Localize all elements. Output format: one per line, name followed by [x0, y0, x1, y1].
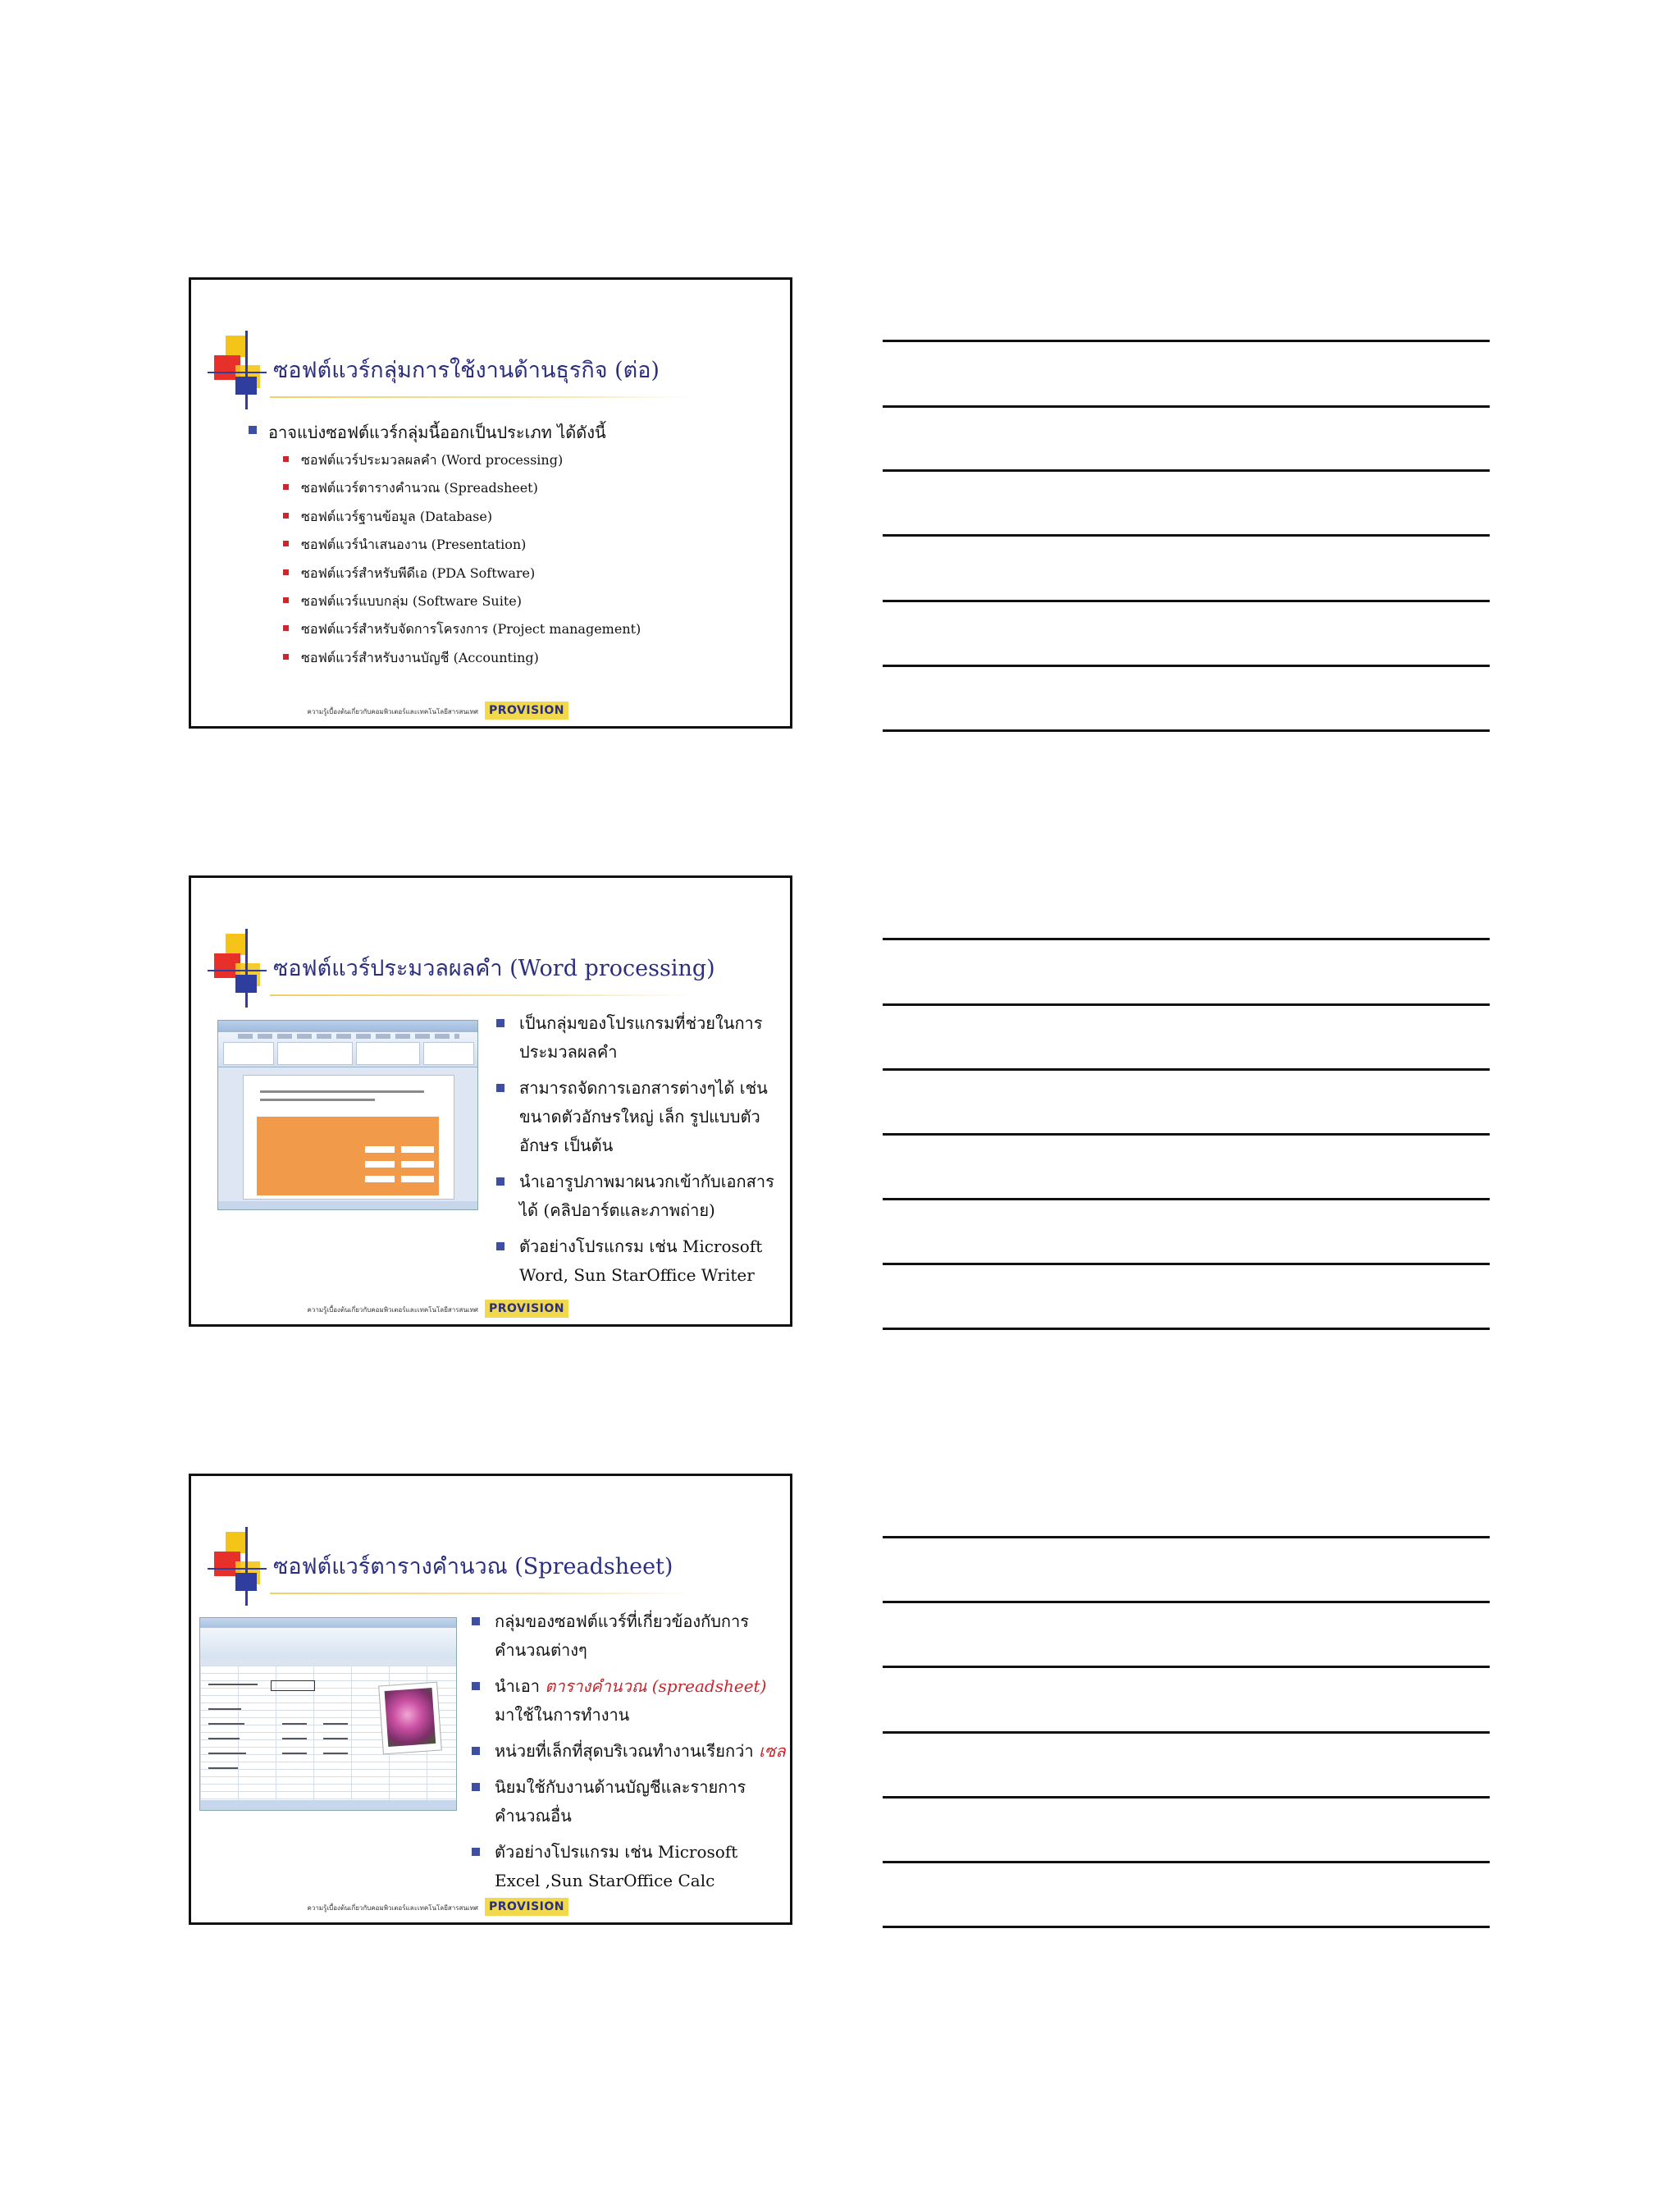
list-item: กลุ่มของซอฟต์แวร์ที่เกี่ยวข้องกับการคำนวณต่างๆ [470, 1607, 782, 1665]
note-line [883, 1861, 1490, 1863]
list-item: นำเอา ตารางคำนวณ (spreadsheet) มาใช้ในการทำงาน [470, 1672, 782, 1730]
slide-footer [191, 702, 790, 721]
slide-3 [189, 1474, 792, 1925]
list-item: ซอฟต์แวร์สำหรับพีดีเอ (PDA Software) [283, 564, 641, 592]
slide-title: ซอฟต์แวร์ประมวลผลคำ (Word processing) [273, 956, 715, 981]
list-item: ซอฟต์แวร์นำเสนองาน (Presentation) [283, 535, 641, 563]
note-line [883, 1666, 1490, 1668]
note-line [883, 534, 1490, 537]
slide-footer [191, 1898, 790, 1917]
list-item: เป็นกลุ่มของโปรแกรมที่ช่วยในการประมวลผลคำ [495, 1009, 782, 1067]
bullet-square-icon [472, 1617, 480, 1625]
intro-text: อาจแบ่งซอฟต์แวร์กลุ่มนี้ออกเป็นประเภท ได้ดังนี้ [268, 423, 606, 442]
bullet-square-icon [496, 1084, 504, 1092]
intro-bullet [249, 419, 606, 446]
list-item: ซอฟต์แวร์ตารางคำนวณ (Spreadsheet) [283, 478, 641, 506]
note-line [883, 1536, 1490, 1538]
bullet-square-icon [283, 597, 289, 603]
note-line [883, 1068, 1490, 1071]
footer-text: ความรู้เบื้องต้นเกี่ยวกับคอมพิวเตอร์และเทคโนโลยีสารสนเทศ [307, 1904, 478, 1912]
list-item: ซอฟต์แวร์สำหรับงานบัญชี (Accounting) [283, 648, 641, 676]
bullet-square-icon [283, 541, 289, 546]
bullet-square-icon [472, 1747, 480, 1755]
bullet-square-icon [283, 569, 289, 575]
title-underline [270, 396, 696, 398]
slide-title: ซอฟต์แวร์กลุ่มการใช้งานด้านธุรกิจ (ต่อ) [273, 358, 660, 383]
bullet-square-icon [472, 1848, 480, 1856]
bullet-square-icon [283, 484, 289, 490]
list-item: ซอฟต์แวร์ประมวลผลคำ (Word processing) [283, 450, 641, 478]
note-line [883, 405, 1490, 408]
title-underline [270, 994, 696, 996]
slide-decoration [214, 934, 272, 1008]
provision-logo: PROVISION [485, 1898, 568, 1916]
title-underline [270, 1593, 696, 1594]
list-item: ตัวอย่างโปรแกรม เช่น Microsoft Word, Sun StarOffice Writer [495, 1232, 782, 1290]
list-item: นำเอารูปภาพมาผนวกเข้ากับเอกสารได้ (คลิปอาร์ตและภาพถ่าย) [495, 1168, 782, 1225]
note-line [883, 729, 1490, 732]
list-item: นิยมใช้กับงานด้านบัญชีและรายการคำนวณอื่น [470, 1773, 782, 1831]
note-line [883, 1003, 1490, 1006]
footer-text: ความรู้เบื้องต้นเกี่ยวกับคอมพิวเตอร์และเทคโนโลยีสารสนเทศ [307, 708, 478, 715]
spreadsheet-bullets [470, 1607, 786, 1903]
bullet-square-icon [472, 1682, 480, 1690]
list-item: ซอฟต์แวร์แบบกลุ่ม (Software Suite) [283, 592, 641, 619]
note-line [883, 1263, 1490, 1265]
excel-screenshot [199, 1617, 457, 1811]
bullet-square-icon [283, 654, 289, 660]
bullet-square-icon [283, 456, 289, 462]
bullet-square-icon [283, 513, 289, 519]
word-processing-bullets [495, 1009, 782, 1297]
list-item: สามารถจัดการเอกสารต่างๆได้ เช่น ขนาดตัวอักษรใหญ่ เล็ก รูปแบบตัวอักษร เป็นต้น [495, 1074, 782, 1160]
slide-footer [191, 1300, 790, 1319]
note-line [883, 1198, 1490, 1200]
bullet-square-icon [249, 426, 257, 434]
note-line [883, 938, 1490, 940]
bullet-square-icon [472, 1783, 480, 1791]
note-line [883, 600, 1490, 602]
note-line [883, 340, 1490, 342]
provision-logo: PROVISION [485, 702, 568, 720]
note-line [883, 1601, 1490, 1603]
bullet-square-icon [283, 625, 289, 631]
bullet-square-icon [496, 1019, 504, 1027]
slide-title: ซอฟต์แวร์ตารางคำนวณ (Spreadsheet) [273, 1554, 673, 1579]
list-item: ซอฟต์แวร์สำหรับจัดการโครงการ (Project management) [283, 619, 641, 647]
slide-decoration [214, 1532, 272, 1606]
list-item: ตัวอย่างโปรแกรม เช่น Microsoft Excel ,Sun StarOffice Calc [470, 1838, 782, 1895]
slide-1 [189, 277, 792, 729]
bullet-square-icon [496, 1242, 504, 1250]
list-item: หน่วยที่เล็กที่สุดบริเวณทำงานเรียกว่า เซล [470, 1737, 782, 1766]
word-screenshot [217, 1020, 478, 1210]
list-item: ซอฟต์แวร์ฐานข้อมูล (Database) [283, 507, 641, 535]
footer-text: ความรู้เบื้องต้นเกี่ยวกับคอมพิวเตอร์และเทคโนโลยีสารสนเทศ [307, 1306, 478, 1314]
note-line [883, 1133, 1490, 1136]
note-line [883, 1796, 1490, 1799]
slide-decoration [214, 336, 272, 409]
spreadsheet-term: ตารางคำนวณ (spreadsheet) [545, 1676, 767, 1696]
cell-term: เซล [758, 1741, 786, 1761]
provision-logo: PROVISION [485, 1300, 568, 1318]
bullet-square-icon [496, 1177, 504, 1186]
note-line [883, 469, 1490, 472]
note-line [883, 1731, 1490, 1734]
note-line [883, 1328, 1490, 1330]
note-line [883, 665, 1490, 667]
note-line [883, 1926, 1490, 1928]
slide-2 [189, 875, 792, 1327]
software-type-list [283, 450, 641, 676]
